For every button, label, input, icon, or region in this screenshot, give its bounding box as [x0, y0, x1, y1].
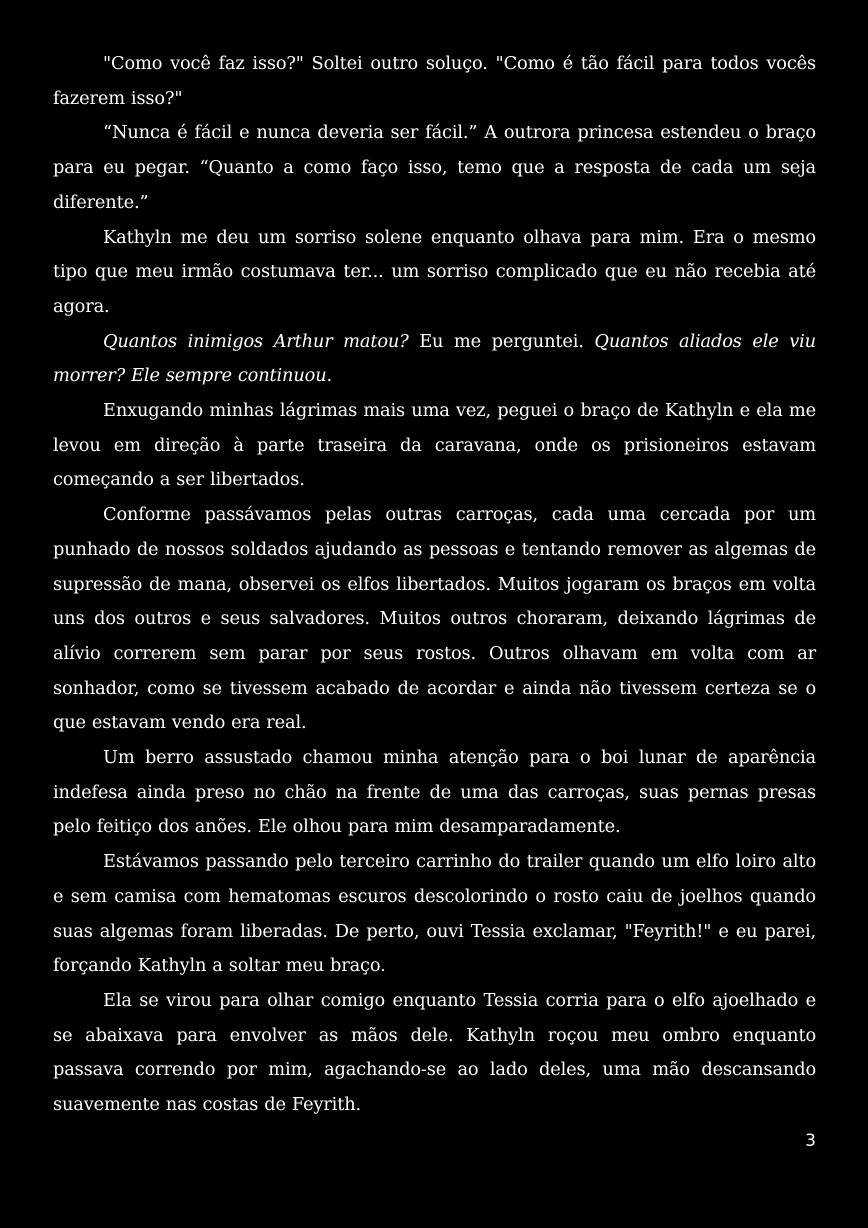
- text-segment: Eu me perguntei.: [408, 330, 595, 352]
- page-number: 3: [805, 1131, 816, 1151]
- text-segment: Enxugando minhas lágrimas mais uma vez, peguei o braço de Kathyln e ela me levou em direção à parte traseira da caravana, onde os prisioneiros estavam começando a ser libertados.: [53, 400, 816, 491]
- text-segment: Conforme passávamos pelas outras carroças, cada uma cercada por um punhado de nossos soldados ajudando as pessoas e tentando remover as algemas de supressão de mana, observei os elfos libertados. Muitos jogaram os braços em volta uns dos outros e seus salvadores. Muitos outros choraram, deixando lágrimas de alívio correrem sem parar por seus rostos. Outros olhavam em volta com ar sonhador, como se tivessem acabado de acordar e ainda não tivessem certeza se o que estavam vendo era real.: [53, 504, 816, 734]
- paragraph: [53, 984, 816, 1123]
- text-segment: .: [326, 365, 333, 387]
- paragraph: [53, 845, 816, 984]
- text-segment: "Como você faz isso?" Soltei outro soluço. "Como é tão fácil para todos vocês fazerem isso?": [53, 53, 816, 109]
- paragraph: [53, 394, 816, 498]
- body-text: [53, 47, 816, 1123]
- paragraph: [53, 47, 816, 116]
- text-segment: “Nunca é fácil e nunca deveria ser fácil.” A outrora princesa estendeu o braço para eu pegar. “Quanto a como faço isso, temo que a resposta de cada um seja diferente.”: [53, 122, 816, 213]
- italic-text: Quantos inimigos Arthur matou?: [103, 330, 409, 352]
- italic-text: Quantos aliados ele viu morrer? Ele sempre continuou: [53, 330, 816, 387]
- text-segment: Ela se virou para olhar comigo enquanto Tessia corria para o elfo ajoelhado e se abaixava para envolver as mãos dele. Kathyln roçou meu ombro enquanto passava correndo por mim, agachando-se ao lado deles, uma mão descansando suavemente nas costas de Feyrith.: [53, 989, 816, 1116]
- paragraph: [53, 221, 816, 325]
- text-segment: Um berro assustado chamou minha atenção para o boi lunar de aparência indefesa ainda preso no chão na frente de uma das carroças, suas pernas presas pelo feitiço dos anões. Ele olhou para mim desamparadamente.: [53, 747, 816, 838]
- paragraph: [53, 116, 816, 220]
- text-segment: Kathyln me deu um sorriso solene enquanto olhava para mim. Era o mesmo tipo que meu irmão costumava ter... um sorriso complicado que eu não recebia até agora.: [53, 226, 816, 317]
- paragraph: [53, 498, 816, 741]
- text-segment: Estávamos passando pelo terceiro carrinho do trailer quando um elfo loiro alto e sem camisa com hematomas escuros descolorindo o rosto caiu de joelhos quando suas algemas foram liberadas. De perto, ouvi Tessia exclamar, "Feyrith!" e eu parei, forçando Kathyln a soltar meu braço.: [53, 851, 816, 977]
- paragraph: [53, 741, 816, 845]
- paragraph: [53, 325, 816, 394]
